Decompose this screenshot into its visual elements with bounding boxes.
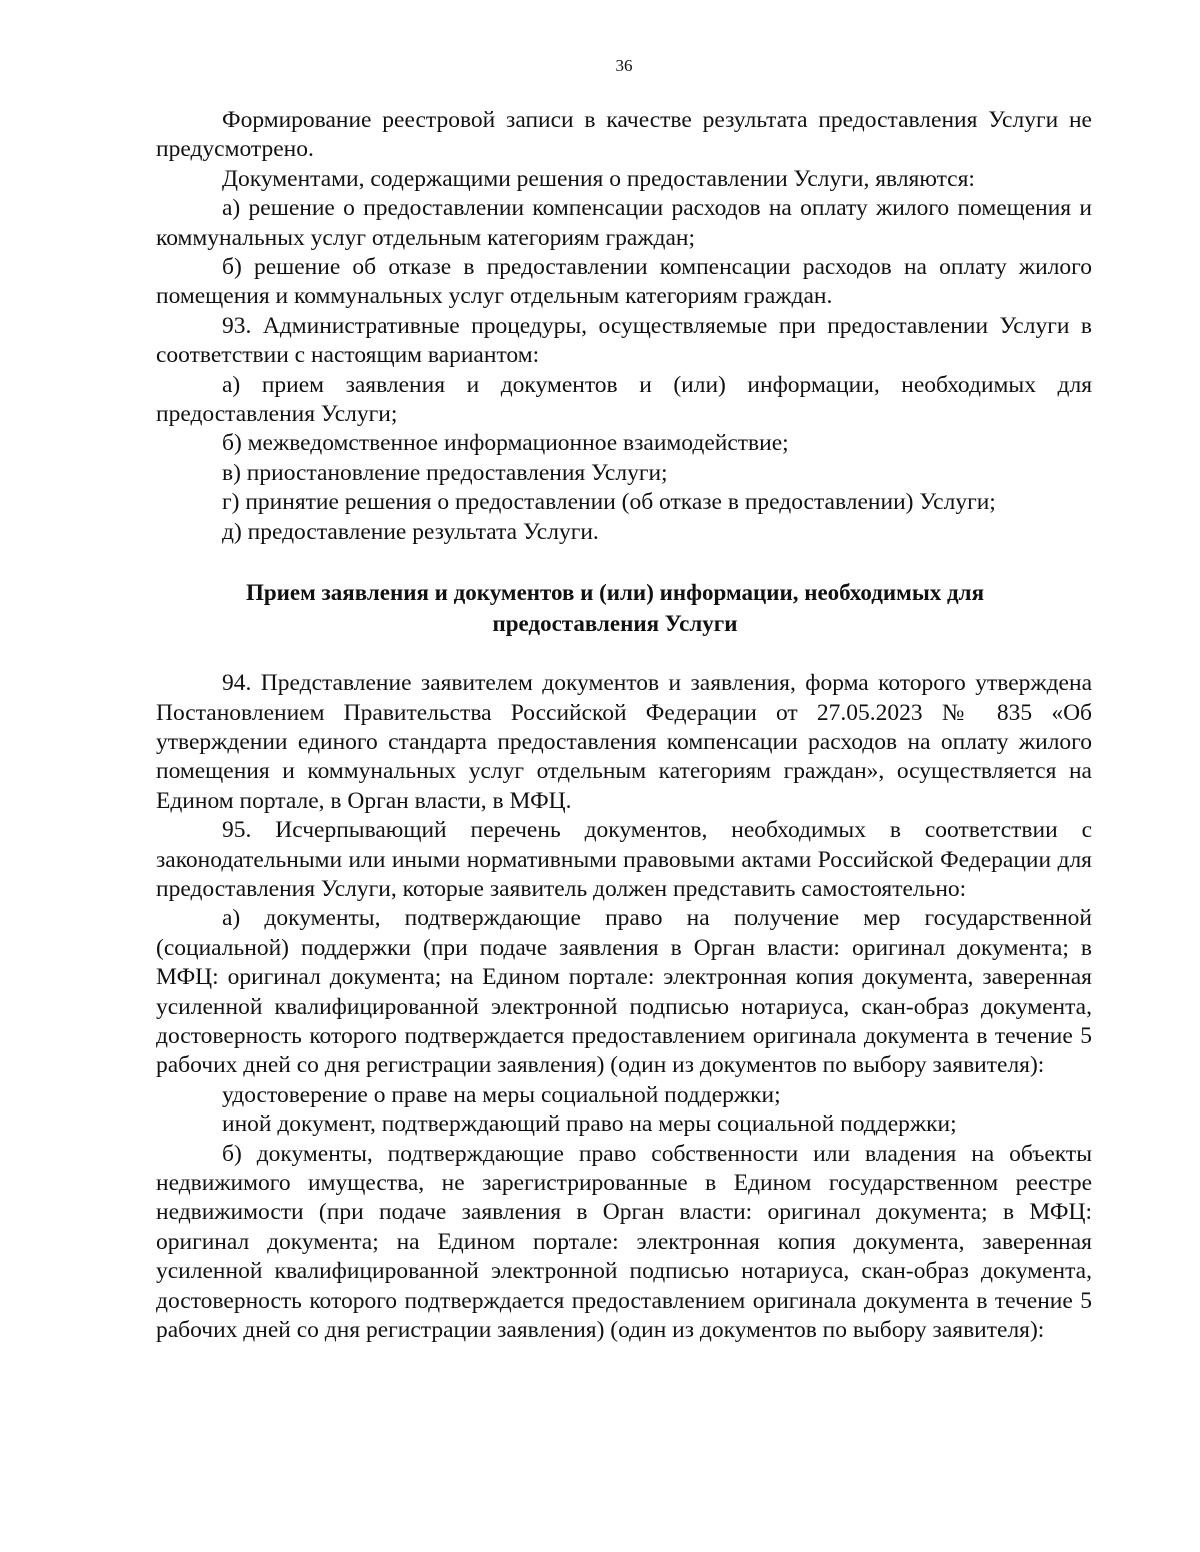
list-item-procedure-a: а) прием заявления и документов и (или) информации, необходимых для предоставления Услуги; [156,371,1092,428]
page-number: 36 [615,56,633,75]
section-heading-line-2: предоставления Услуги [492,611,738,637]
list-item-procedure-v: в) приостановление предоставления Услуги; [222,459,668,486]
list-item-procedure-b: б) межведомственное информационное взаимодействие; [222,430,789,457]
list-item-other-document: иной документ, подтверждающий право на меры социальной поддержки; [222,1111,957,1138]
list-item-documents-a: а) документы, подтверждающие право на получение мер государственной (социальной) поддержки (при подаче заявления в Орган власти: оригинал документа; в МФЦ: оригинал документа; на Едином портале: электронная копия документа, заверенная усиленной квалифицированной электронной подписью нотариуса, скан-образ документа, достоверность которого подтверждается предоставлением оригинала документа в течение 5 рабочих дней со дня регистрации заявления) (один из документов по выбору заявителя): [156,905,1092,1079]
paragraph-94: 94. Представление заявителем документов и заявления, форма которого утверждена Постановлением Правительства Российской Федерации от 27.05.2023 № 835 «Об утверждении единого стандарта предоставления компенсации расходов на оплату жилого помещения и коммунальных услуг отдельным категориям граждан», осуществляется на Едином портале, в Орган власти, в МФЦ. [156,670,1092,814]
section-heading-line-1: Прием заявления и документов и (или) информации, необходимых для [245,580,985,606]
paragraph-decision-documents: Документами, содержащими решения о предоставлении Услуги, являются: [222,165,975,192]
list-item-procedure-g: г) принятие решения о предоставлении (об отказе в предоставлении) Услуги; [222,489,996,516]
list-item-procedure-d: д) предоставление результата Услуги. [222,518,599,545]
list-item-decision-grant: а) решение о предоставлении компенсации расходов на оплату жилого помещения и коммунальных услуг отдельным категориям граждан; [156,195,1092,251]
paragraph-registry-record: Формирование реестровой записи в качестве результата предоставления Услуги не предусмотрено. [156,107,1092,163]
section-heading [156,577,1092,639]
list-item-documents-b: б) документы, подтверждающие право собственности или владения на объекты недвижимого имущества, не зарегистрированные в Едином государственном реестре недвижимости (при подаче заявления в Орган власти: оригинал документа; в МФЦ: оригинал документа; на Едином портале: электронная копия документа, заверенная усиленной квалифицированной электронной подписью нотариуса, скан-образ документа, достоверность которого подтверждается предоставлением оригинала документа в течение 5 рабочих дней со дня регистрации заявления) (один из документов по выбору заявителя): [156,1140,1092,1344]
paragraph-93: 93. Административные процедуры, осуществляемые при предоставлении Услуги в соответствии с настоящим вариантом: [156,312,1092,369]
paragraph-95: 95. Исчерпывающий перечень документов, необходимых в соответствии с законодательными или иными нормативными правовыми актами Российской Федерации для предоставления Услуги, которые заявитель должен представить самостоятельно: [156,817,1092,902]
list-item-certificate: удостоверение о праве на меры социальной поддержки; [222,1081,781,1108]
list-item-decision-refusal: б) решение об отказе в предоставлении компенсации расходов на оплату жилого помещения и коммунальных услуг отдельным категориям граждан. [156,254,1092,310]
